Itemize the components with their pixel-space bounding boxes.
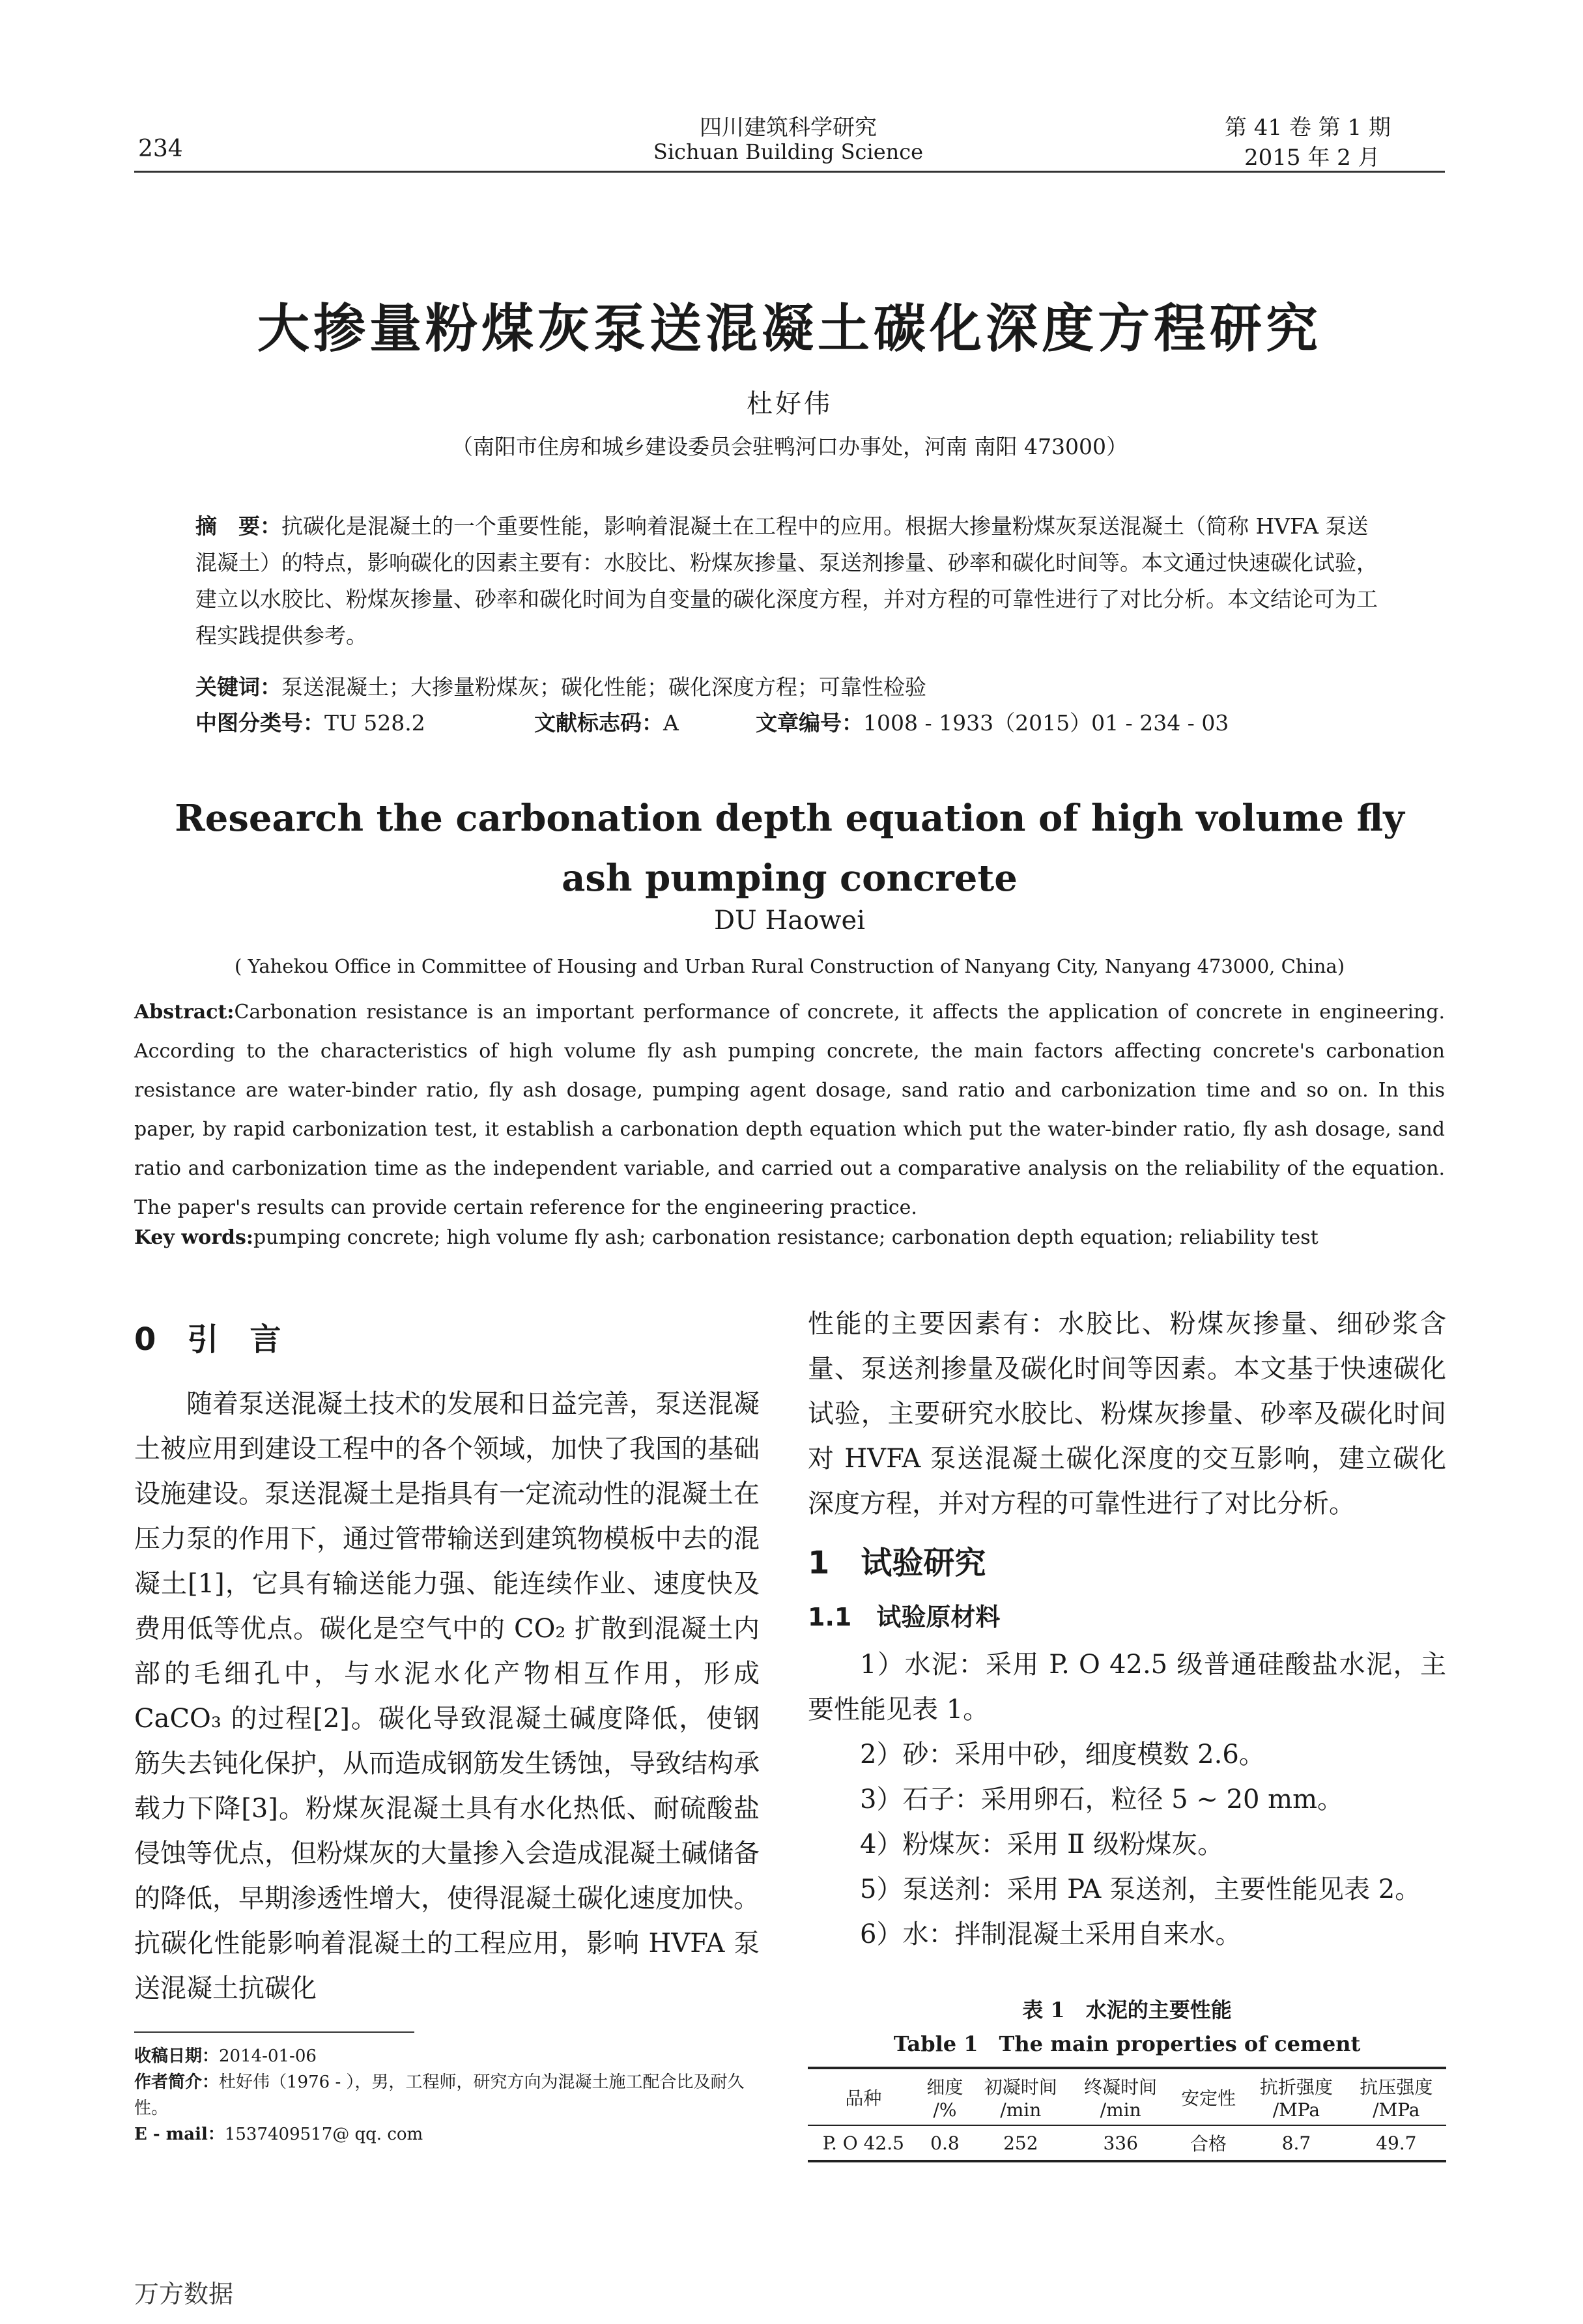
table-cell: 252 bbox=[1003, 2132, 1038, 2154]
keywords-en bbox=[134, 1226, 1445, 1249]
right-column bbox=[808, 1302, 1446, 1957]
table-header-cell: 抗折强度 /MPa bbox=[1259, 2076, 1333, 2121]
page-number: 234 bbox=[138, 136, 183, 162]
table-cell: 8.7 bbox=[1281, 2132, 1311, 2154]
article-no-label: 文章编号： bbox=[756, 710, 863, 736]
table-1 bbox=[808, 2067, 1446, 2162]
clc-label: 中图分类号： bbox=[195, 710, 324, 736]
table-header-cell: 初凝时间 /min bbox=[984, 2076, 1057, 2121]
author-email: E - mail：1537409517@ qq. com bbox=[134, 2125, 423, 2144]
journal-name-cn: 四川建筑科学研究 bbox=[700, 115, 877, 141]
material-item: 3）石子：采用卵石，粒径 5 ~ 20 mm。 bbox=[860, 1785, 1344, 1815]
table-header-cell: 抗压强度 /MPa bbox=[1360, 2076, 1433, 2121]
doc-code-label: 文献标志码： bbox=[534, 710, 663, 736]
table-header-cell: 安定性 bbox=[1181, 2087, 1236, 2109]
section-1-heading: 1 试验研究 bbox=[808, 1545, 986, 1581]
material-item: 1）水泥：采用 P. O 42.5 级普通硅酸盐水泥，主要性能见表 1。 bbox=[808, 1650, 1446, 1725]
abstract-cn bbox=[195, 508, 1381, 654]
keywords-en-label: Key words: bbox=[134, 1226, 253, 1249]
material-item: 4）粉煤灰：采用 Ⅱ 级粉煤灰。 bbox=[860, 1829, 1224, 1859]
keywords-cn-label: 关键词： bbox=[195, 674, 281, 700]
issue-date: 2015 年 2 月 bbox=[1244, 145, 1380, 171]
watermark: 万方数据 bbox=[134, 2280, 234, 2308]
left-column bbox=[134, 1317, 760, 2011]
subsection-1-1-heading: 1.1 试验原材料 bbox=[808, 1603, 1001, 1631]
affiliation-en: ( Yahekou Office in Committee of Housing and Urban Rural Construction of Nanyang City, Nanyang 473000, China) bbox=[234, 955, 1345, 977]
table-cell: 合格 bbox=[1190, 2133, 1227, 2155]
table-header-cell: 终凝时间 /min bbox=[1084, 2076, 1158, 2121]
table-1-caption-cn: 表 1 水泥的主要性能 bbox=[1022, 1998, 1232, 2022]
abstract-en-label: Abstract: bbox=[134, 1001, 235, 1024]
author-bio: 作者简介：杜好伟（1976 - ），男，工程师，研究方向为混凝土施工配合比及耐久性。 bbox=[134, 2073, 745, 2118]
table-header-row bbox=[808, 2068, 1446, 2125]
table-1-caption-en: Table 1 The main properties of cement bbox=[893, 2031, 1361, 2056]
journal-name-en: Sichuan Building Science bbox=[653, 139, 924, 164]
material-item: 5）泵送剂：采用 PA 泵送剂，主要性能见表 2。 bbox=[860, 1874, 1421, 1904]
material-item: 6）水：拌制混凝土采用自来水。 bbox=[860, 1919, 1242, 1949]
footnote bbox=[134, 2043, 760, 2147]
table-cell: 49.7 bbox=[1376, 2132, 1417, 2154]
abstract-cn-text: 抗碳化是混凝土的一个重要性能，影响着混凝土在工程中的应用。根据大掺量粉煤灰泵送混凝土（简称 HVFA 泵送混凝土）的特点，影响碳化的因素主要有：水胶比、粉煤灰掺量、泵送剂掺量、砂率和碳化时间等。本文通过快速碳化试验，建立以水胶比、粉煤灰掺量、砂率和碳化时间为自变量的碳化深度方程，并对方程的可靠性进行了对比分析。本文结论可为工程实践提供参考。 bbox=[195, 513, 1378, 648]
table-row bbox=[808, 2125, 1446, 2161]
volume-issue: 第 41 卷 第 1 期 bbox=[1225, 115, 1391, 141]
table-header-cell: 品种 bbox=[845, 2087, 882, 2109]
keywords-cn-text: 泵送混凝土；大掺量粉煤灰；碳化性能；碳化深度方程；可靠性检验 bbox=[281, 674, 926, 700]
keywords-en-text: pumping concrete; high volume fly ash; carbonation resistance; carbonation depth equation; reliability test bbox=[253, 1226, 1319, 1249]
title-cn: 大掺量粉煤灰泵送混凝土碳化深度方程研究 bbox=[257, 298, 1322, 359]
header-rule bbox=[134, 171, 1445, 173]
section-0-heading: 0 引 言 bbox=[134, 1321, 281, 1358]
abstract-en-text: Carbonation resistance is an important performance of concrete, it affects the application of concrete in engineering. According to the characteristics of high volume fly ash pumping concrete, the main factors affecting concrete's carbonation resistance are water-binder ratio, fly ash dosage, pumping agent dosage, sand ratio and carbonization time and so on. In this paper, by rapid carbonization test, it establish a carbonation depth equation which put the water-binder ratio, fly ash dosage, sand ratio and carbonization time as the independent variable, and carried out a comparative analysis on the reliability of the equation. The paper's results can provide certain reference for the engineering practice. bbox=[134, 1001, 1445, 1219]
clc-value: TU 528.2 bbox=[324, 710, 425, 736]
abstract-en bbox=[134, 993, 1445, 1227]
table-header-cell: 细度 /% bbox=[926, 2076, 963, 2121]
keywords-cn bbox=[195, 670, 1381, 705]
material-item: 2）砂：采用中砂，细度模数 2.6。 bbox=[860, 1740, 1265, 1770]
doc-code-value: A bbox=[663, 710, 679, 736]
title-en: Research the carbonation depth equation of high volume fly ash pumping concrete bbox=[175, 797, 1405, 900]
table-cell: P. O 42.5 bbox=[822, 2132, 904, 2154]
received-date: 收稿日期：2014-01-06 bbox=[134, 2046, 317, 2066]
affiliation-cn: （南阳市住房和城乡建设委员会驻鸭河口办事处，河南 南阳 473000） bbox=[451, 434, 1128, 459]
article-no-value: 1008 - 1933（2015）01 - 234 - 03 bbox=[863, 710, 1229, 736]
author-en: DU Haowei bbox=[713, 906, 865, 936]
table-cell: 0.8 bbox=[930, 2132, 960, 2154]
intro-paragraph: 随着泵送混凝土技术的发展和日益完善，泵送混凝土被应用到建设工程中的各个领域，加快了我国的基础设施建设。泵送混凝土是指具有一定流动性的混凝土在压力泵的作用下，通过管带输送到建筑物模板中去的混凝土[1]，它具有输送能力强、能连续作业、速度快及费用低等优点。碳化是空气中的 CO₂ 扩散到混凝土内部的毛细孔中，与水泥水化产物相互作用，形成 CaCO₃ 的过程[2]。碳化导致混凝土碱度降低，使钢筋失去钝化保护，从而造成钢筋发生锈蚀，导致结构承载力下降[3]。粉煤灰混凝土具有水化热低、耐硫酸盐侵蚀等优点，但粉煤灰的大量掺入会造成混凝土碱储备的降低，早期渗透性增大，使得混凝土碳化速度加快。抗碳化性能影响着混凝土的工程应用，影响 HVFA 泵送混凝土抗碳化 bbox=[134, 1389, 760, 2003]
classification-line bbox=[195, 706, 1381, 737]
table-cell: 336 bbox=[1103, 2132, 1138, 2154]
abstract-cn-label: 摘 要： bbox=[195, 513, 281, 539]
author-cn: 杜好伟 bbox=[747, 389, 833, 419]
footnote-rule bbox=[134, 2031, 414, 2033]
intro-paragraph-cont: 性能的主要因素有：水胶比、粉煤灰掺量、细砂浆含量、泵送剂掺量及碳化时间等因素。本文基于快速碳化试验，主要研究水胶比、粉煤灰掺量、砂率及碳化时间对 HVFA 泵送混凝土碳化深度的交互影响，建立碳化深度方程，并对方程的可靠性进行了对比分析。 bbox=[808, 1309, 1446, 1519]
